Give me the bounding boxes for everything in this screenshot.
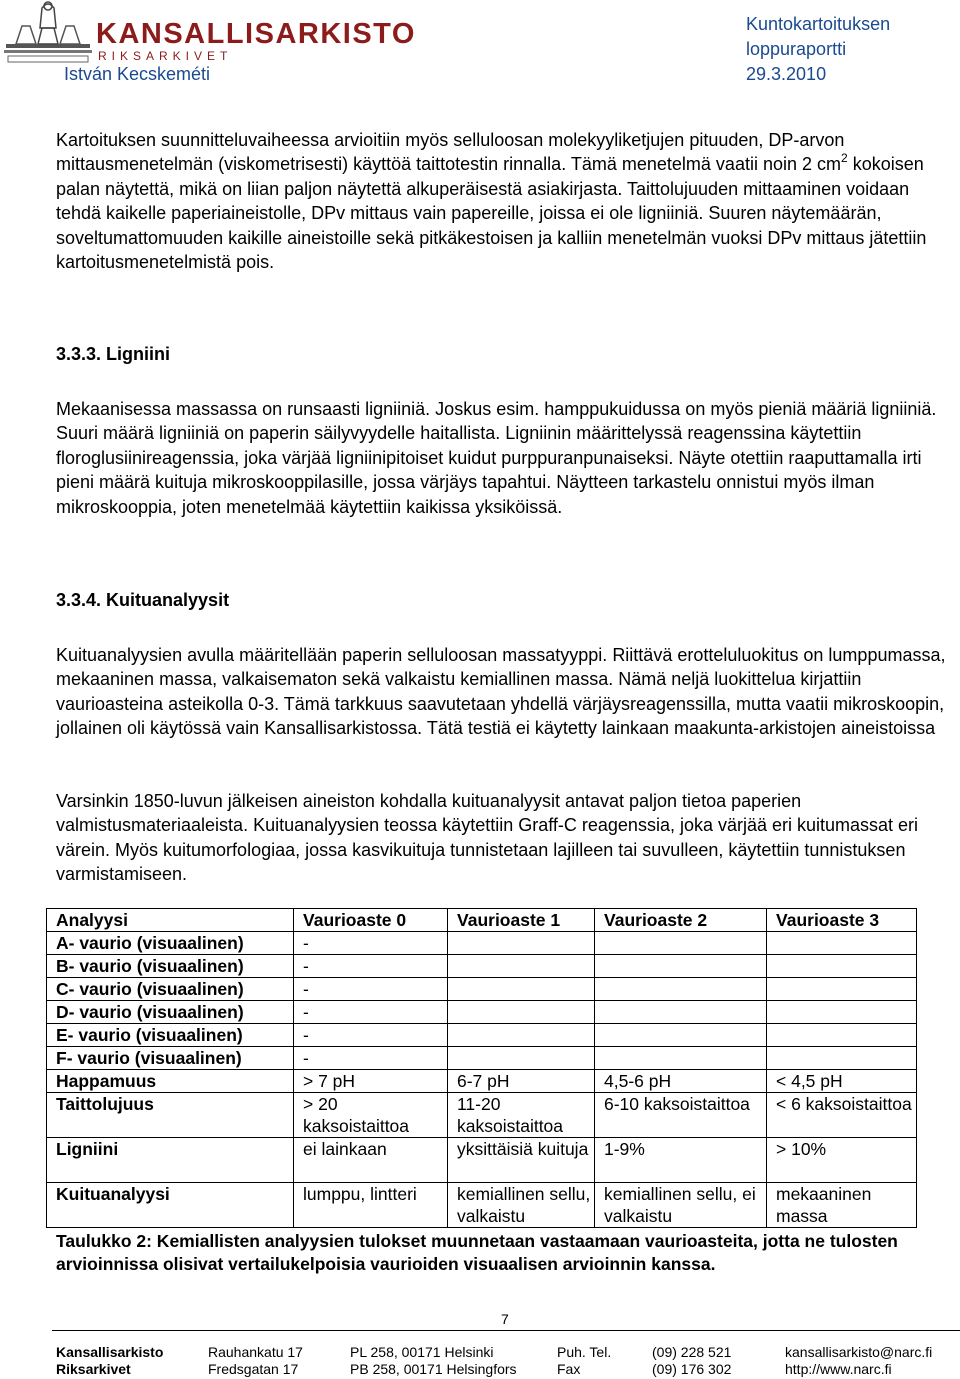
table-row [47,1138,917,1183]
table-cell: yksittäisiä kuituja [448,1138,595,1183]
table-row [47,1024,917,1047]
table-cell [448,1024,595,1047]
table-row [47,1093,917,1138]
footer-org-sv: Riksarkivet [56,1361,131,1377]
fiber-paragraph-1: Kuituanalyysien avulla määritellään paperin selluloosan massatyyppi. Riittävä erotteluluokitus on lumppumassa, mekaaninen massa, valkaisematon sekä valkaistu kemiallinen massa. Nämä neljä luokittelua kirjattiin vaurioasteina asteikolla 0-3. Tämä tarkkuus saavutetaan yhdellä värjäysreagenssilla, mutta vaatii mikroskoopin, jollainen oli käytössä vain Kansallisarkistossa. Tätä testiä ei käytetty lainkaan maakunta-arkistojen aineistoissa [56,645,946,739]
table-cell: kemiallinen sellu, ei valkaistu [595,1183,767,1228]
table-row [47,978,917,1001]
table-cell: - [294,932,448,955]
table-cell: - [294,1024,448,1047]
table-cell [448,955,595,978]
table-cell [767,1001,917,1024]
table-cell: 6-7 pH [448,1070,595,1093]
intro-text-part1: Kartoituksen suunnitteluvaiheessa arvioitiin myös selluloosan molekyyliketjujen pituuden, DP-arvon mittausmenetelmän (viskometrisesti) käyttöä taittotestin rinnalla. Tämä menetelmä vaatii noin 2 cm [56,130,845,175]
table-row [47,1070,917,1093]
footer-website-link[interactable]: http://www.narc.fi [785,1361,892,1377]
table-cell: - [294,955,448,978]
footer-fax-number: (09) 176 302 [652,1361,732,1377]
footer-phone-label: Puh. Tel. [557,1344,612,1360]
footer-pobox-sv: PB 258, 00171 Helsingfors [350,1361,517,1377]
table-header-cell: Analyysi [47,909,294,932]
report-title: Kuntokartoituksen loppuraportti [746,14,891,59]
table-cell [448,978,595,1001]
footer-pobox-fi: PL 258, 00171 Helsinki [350,1344,494,1360]
table-cell [595,978,767,1001]
intro-paragraph [56,128,948,274]
table-cell: - [294,1001,448,1024]
table-cell: E- vaurio (visuaalinen) [47,1024,294,1047]
kansallisarkisto-logo [0,0,416,68]
footer-divider [52,1330,960,1331]
table-cell: Taittolujuus [47,1093,294,1138]
author-name: István Kecskeméti [64,64,211,84]
footer-street-sv: Fredsgatan 17 [208,1361,299,1377]
table-cell: D- vaurio (visuaalinen) [47,1001,294,1024]
table-cell [448,1047,595,1070]
table-cell [595,1047,767,1070]
table-cell: B- vaurio (visuaalinen) [47,955,294,978]
table-cell: 11-20 kaksoistaittoa [448,1093,595,1138]
table-row [47,932,917,955]
table-cell: 4,5-6 pH [595,1070,767,1093]
logo-wordmark: KANSALLISARKISTO [96,18,416,50]
table-cell: > 10% [767,1138,917,1183]
table-cell: - [294,978,448,1001]
table-header-cell: Vaurioaste 0 [294,909,448,932]
page-number: 7 [501,1311,509,1327]
table-cell: > 20 kaksoistaittoa [294,1093,448,1138]
section-heading-lignin: 3.3.3. Ligniini [56,344,171,364]
table-cell [767,955,917,978]
table-cell: lumppu, lintteri [294,1183,448,1228]
table-cell: Ligniini [47,1138,294,1183]
table-cell [448,1001,595,1024]
table-cell [448,932,595,955]
table-cell: 6-10 kaksoistaittoa [595,1093,767,1138]
table-caption: Taulukko 2: Kemiallisten analyysien tulokset muunnetaan vastaamaan vaurioasteita, jotta ne tulosten arvioinnissa olisivat vertailukelpoisia vaurioiden visuaalisen arvioinnin kanssa. [56,1231,898,1274]
table-row [47,955,917,978]
section-heading-fiber: 3.3.4. Kuituanalyysit [56,590,230,610]
table-header-cell: Vaurioaste 2 [595,909,767,932]
footer-phone-number: (09) 228 521 [652,1344,732,1360]
table-cell: mekaaninen massa [767,1183,917,1228]
table-cell: < 4,5 pH [767,1070,917,1093]
archive-emblem-icon [2,0,94,66]
footer-fax-label: Fax [557,1361,581,1377]
report-date: 29.3.2010 [746,64,827,84]
table-header-cell: Vaurioaste 3 [767,909,917,932]
table-cell: Kuituanalyysi [47,1183,294,1228]
table-cell [595,1024,767,1047]
table-cell: < 6 kaksoistaittoa [767,1093,917,1138]
footer-street-fi: Rauhankatu 17 [208,1344,303,1360]
table-header-row [47,909,917,932]
table-cell [595,932,767,955]
intro-text-part2: kokoisen palan näytettä, mikä on liian paljon näytettä alkuperäisestä asiakirjasta. Taittolujuuden mittaaminen voidaan tehdä kaikelle paperiaineistolle, DPv mittaus vain papereille, joissa ei ole ligniiniä. Suuren näytemäärän, soveltumattomuuden kaikille aineistoille sekä pitkäkestoisen ja kalliin menetelmän vuoksi DPv mittaus jätettiin kartoitusmenetelmistä pois. [56,154,927,273]
table-cell: - [294,1047,448,1070]
table-cell [767,1024,917,1047]
logo-subtext: RIKSARKIVET [98,49,233,63]
table-cell: kemiallinen sellu, valkaistu [448,1183,595,1228]
table-cell: F- vaurio (visuaalinen) [47,1047,294,1070]
table-cell [767,978,917,1001]
lignin-paragraph: Mekaanisessa massassa on runsaasti ligniiniä. Joskus esim. hamppukuidussa on myös pieniä määriä ligniiniä. Suuri määrä ligniiniä on paperin säilyvyydelle haitallista. Ligniinin määrittelyssä reagenssina käytettiin floroglusiinireagenssia, joka värjää ligniinipitoiset kuidut purppuranpunaiseksi. Näyte otettiin raaputtamalla irti pieni määrä kuituja mikroskooppilasille, jossa värjäys tapahtui. Näytteen tarkastelu onnistui myös ilman mikroskooppia, joten menetelmää käytettiin kaikissa yksiköissä. [56,399,937,517]
table-row [47,1001,917,1024]
table-cell: Happamuus [47,1070,294,1093]
fiber-paragraph-2: Varsinkin 1850-luvun jälkeisen aineiston kohdalla kuituanalyysit antavat paljon tietoa paperien valmistusmateriaaleista. Kuituanalyysien teossa käytettiin Graff-C reagenssia, joka värjää eri kuitumassat eri värein. Myös kuitumorfologiaa, jossa kasvikuituja tunnistetaan lajilleen tai suvulleen, käytettiin tunnistuksen varmistamiseen. [56,791,919,885]
table-cell [767,932,917,955]
footer-email-link[interactable]: kansallisarkisto@narc.fi [785,1344,933,1360]
table-cell: > 7 pH [294,1070,448,1093]
table-cell: ei lainkaan [294,1138,448,1183]
table-row [47,1183,917,1228]
table-cell [595,955,767,978]
damage-grade-table [46,908,917,1228]
table-cell: C- vaurio (visuaalinen) [47,978,294,1001]
table-cell: 1-9% [595,1138,767,1183]
table-cell [595,1001,767,1024]
table-cell [767,1047,917,1070]
table-cell: A- vaurio (visuaalinen) [47,932,294,955]
table-header-cell: Vaurioaste 1 [448,909,595,932]
footer-org-fi: Kansallisarkisto [56,1344,164,1360]
superscript-2: 2 [841,151,848,166]
table-row [47,1047,917,1070]
